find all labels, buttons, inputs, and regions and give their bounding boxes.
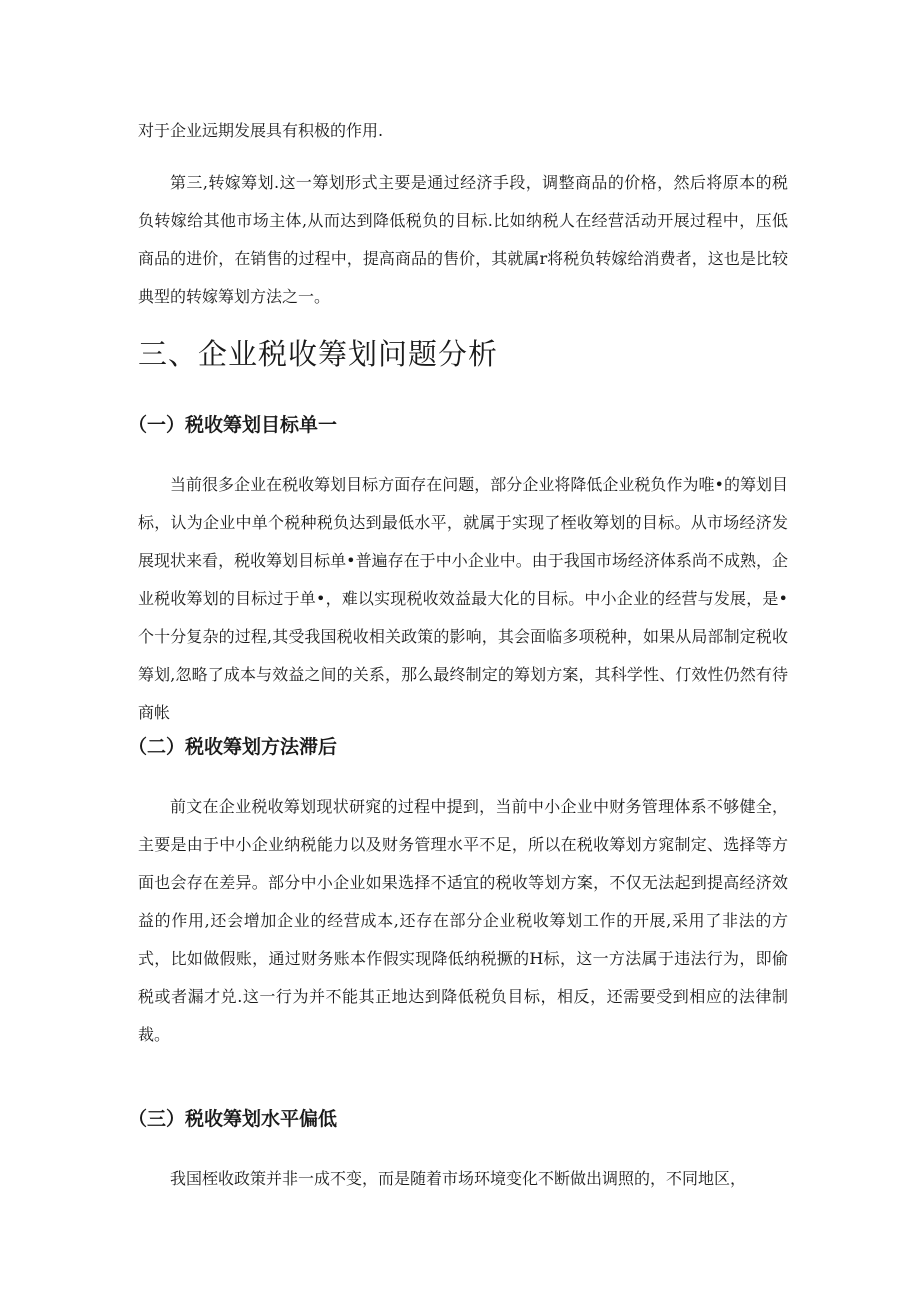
paragraph-subsection-1: 当前很多企业在税收筹划目标方面存在问题，部分企业将降低企业税负作为唯•的筹划目标，认为企业中单个税种税负达到最低水平，就属于实现了桎收筹划的目标。从市场经济发展现状来看，税收筹划目标单•普遍存在于中小企业中。由于我国市场经济体系尚不成熟，企业税收筹划的目标过于单•，难以实现税收效益最大化的目标。中小企业的经营与发展，是•个十分复杂的过程,其受我国税收相关政策的影响，其会面临多项税种，如果从局部制定税收筹划,忽略了成本与效益之间的关系，那么最终制定的筹划方案，其科学性、仃效性仍然有待商帐	[138, 475, 788, 722]
section-heading: 三、企业税收筹划问题分析	[138, 337, 499, 371]
paragraph-subsection-2: 前文在企业税收筹划现状研窕的过程中提到，当前中小企业中财务管理体系不够健全，主要是由于中小企业纳税能力以及财务管理水平不足，所以在税收筹划方窕制定、选择等方面也会存在差异。部分中小企业如果选择不适宜的税收等划方案，不仅无法起到提高经济效益的作用,还会增加企业的经营成本,还存在部分企业税收筹划工作的开展,采用了非法的方式，比如做假账，通过财务账本作假实现降低纳税撅的H标，这一方法属于违法行为，即偷税或者漏才兑.这一行为并不能其正地达到降低税负目标，相反，还需要受到相应的法律制裁。	[138, 797, 788, 1044]
subsection-heading-1: （一）税收筹划目标单一	[128, 414, 338, 436]
subsection-heading-3: （三）税收筹划水平偏低	[128, 1108, 338, 1130]
paragraph-transfer-planning: 第三,转嫁筹划.这一筹划形式主要是通过经济手段，调整商品的价格，然后将原本的税负转嫁给其他市场主体,从而达到降低税负的目标.比如纳税人在经营活动开展过程中，压低商品的进价，在销售的过程中，提高商品的售价，其就属r将税负转嫁给消费者，这也是比较典型的转嫁筹划方法之一。	[138, 173, 788, 306]
subsection-heading-2: （二）税收筹划方法滞后	[128, 736, 338, 758]
paragraph-continuation: 对于企业远期发展具有积极的作用.	[138, 121, 384, 140]
paragraph-subsection-3: 我国桎收政策并非一成不变，而是随着市场环境变化不断做出调照的，不同地区，	[170, 1169, 747, 1188]
